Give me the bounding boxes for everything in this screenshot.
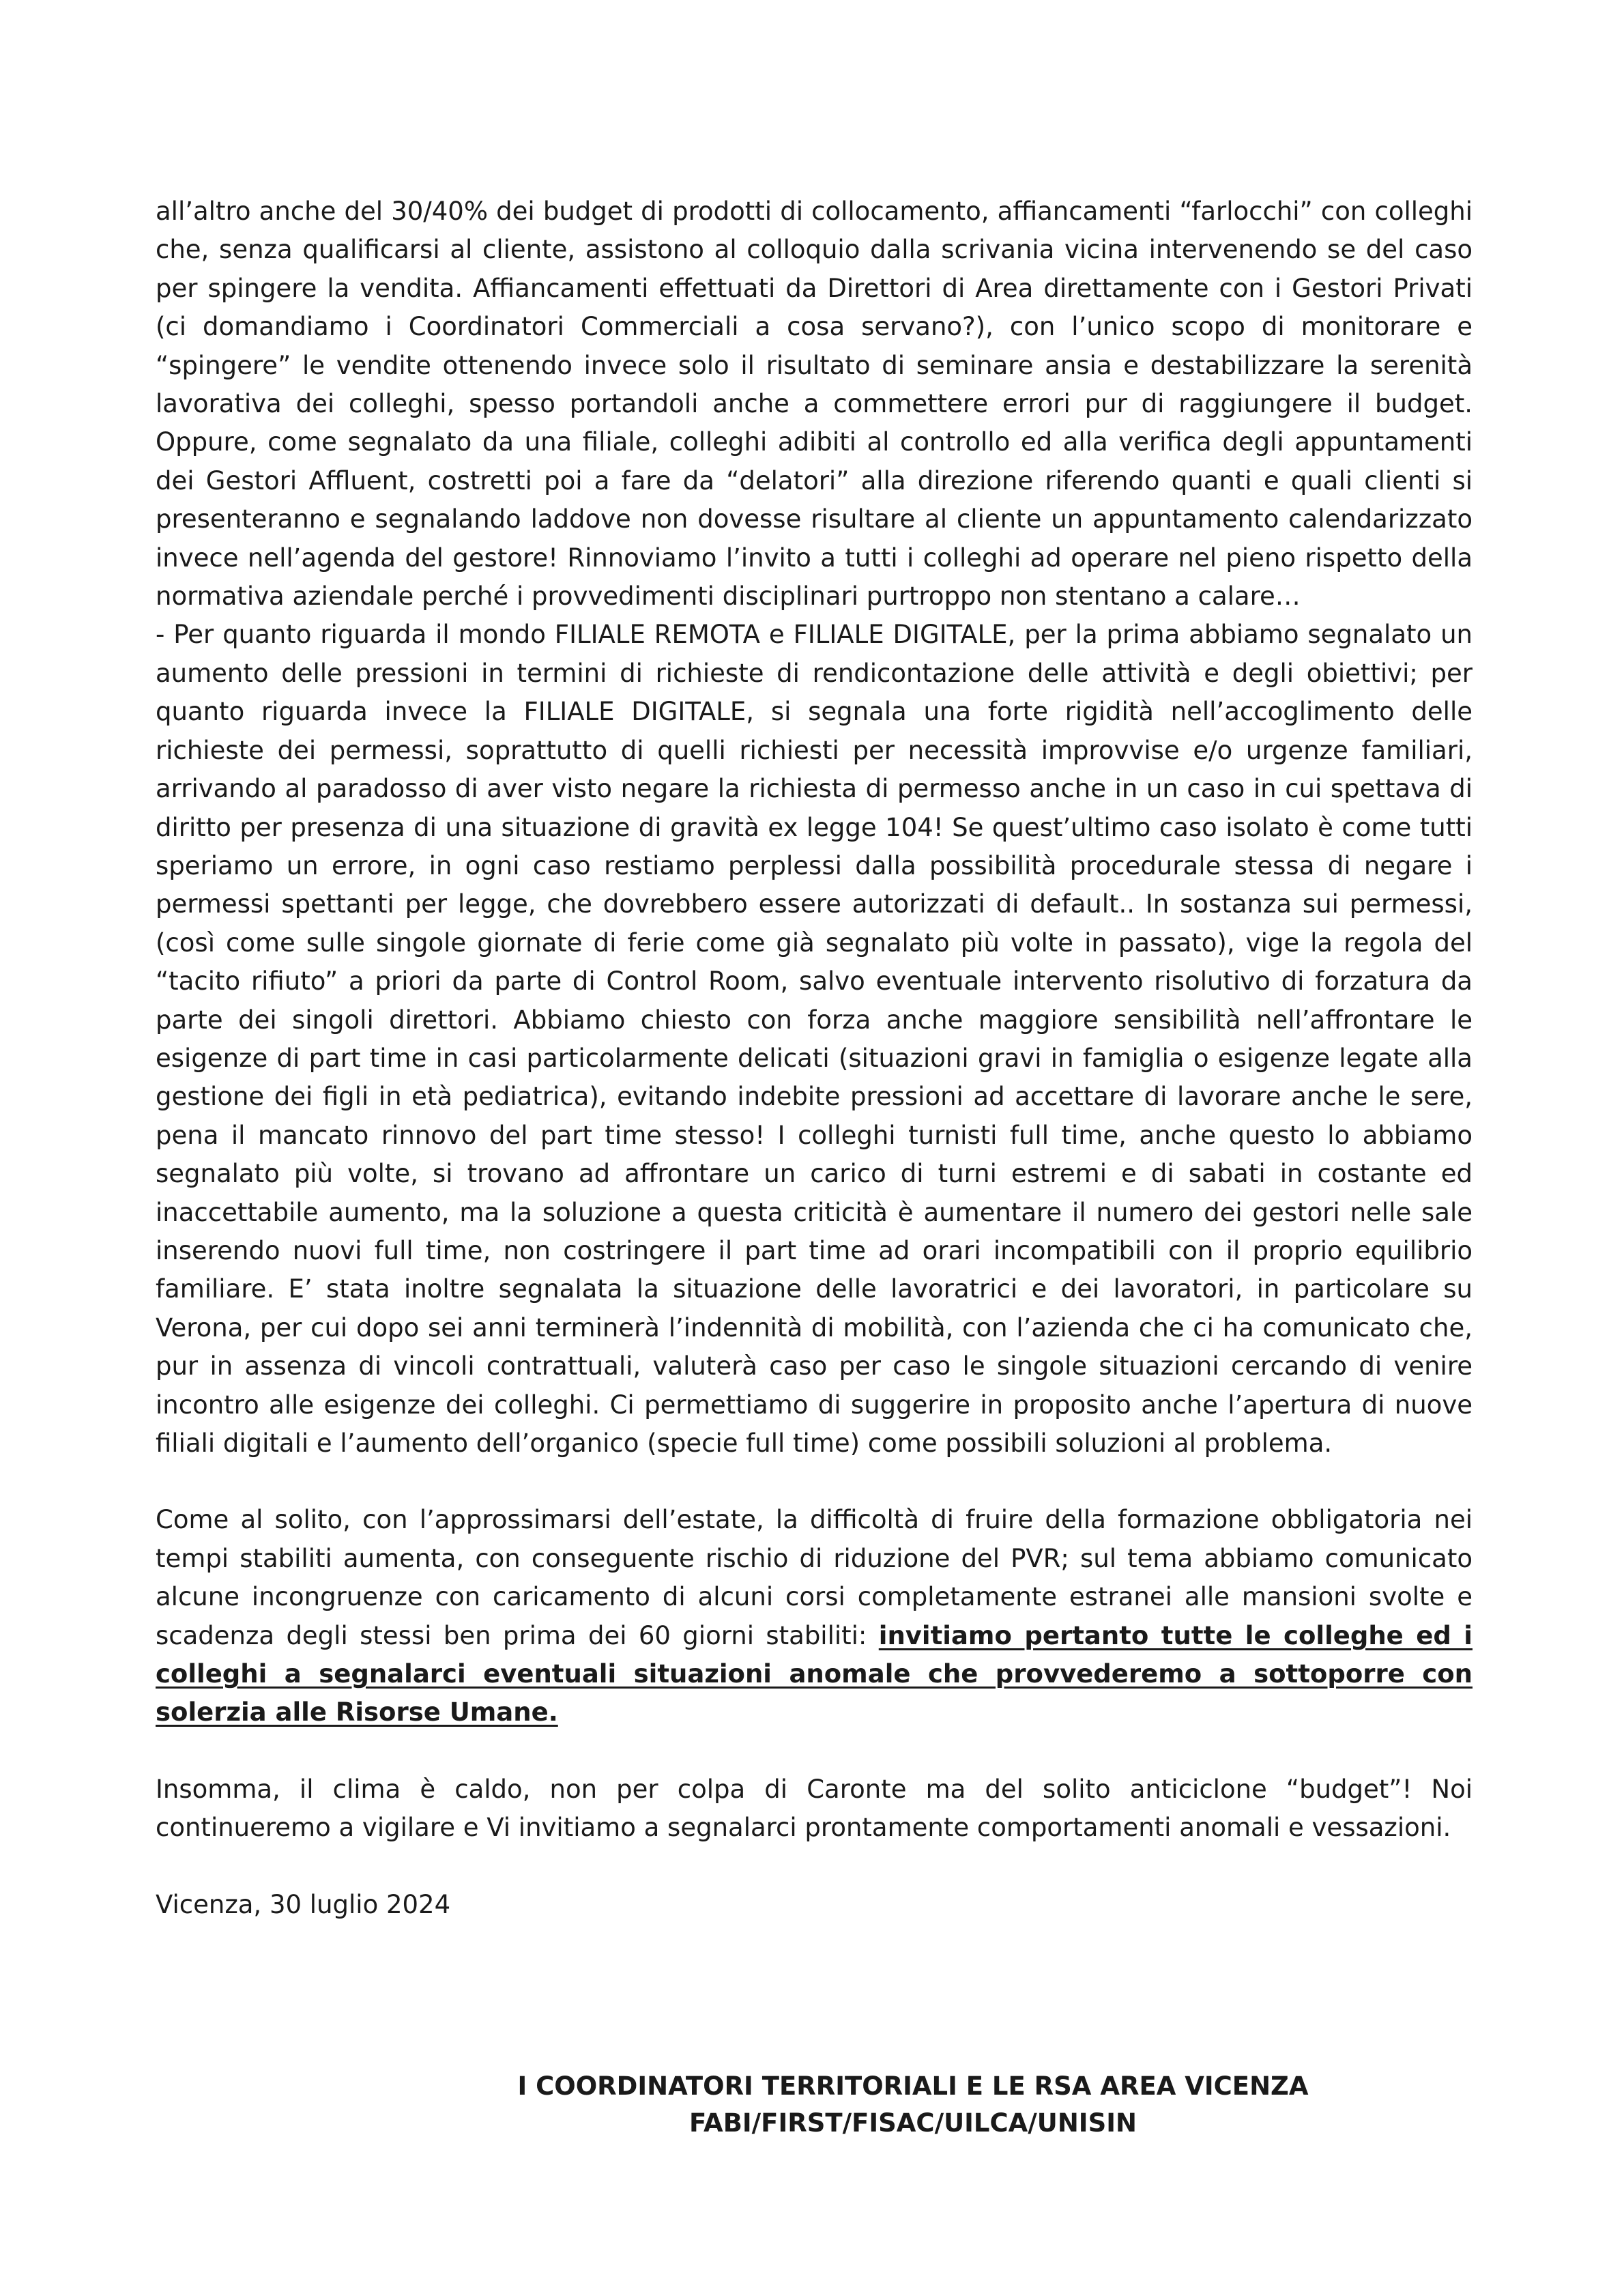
body-paragraph-3-emphasis: invitiamo pertanto tutte le colleghe ed i colleghi a segnalarci eventuali situazioni anomale che provvederemo a sottoporre con solerzia alle Risorse Umane. — [156, 1620, 1473, 1727]
signature-line-2: FABI/FIRST/FISAC/UILCA/UNISIN — [689, 2108, 1137, 2138]
body-paragraph-3 — [156, 1501, 1473, 1732]
document-body — [156, 192, 1473, 1924]
body-paragraph-3-text: Come al solito, con l’approssimarsi dell’estate, la difficoltà di fruire della formazione obbligatoria nei tempi stabiliti aumenta, con conseguente rischio di riduzione del PVR; sul tema abbiamo comunicato alcune incongruenze con caricamento di alcuni corsi completamente estranei alle mansioni svolte e scadenza degli stessi ben prima dei 60 giorni stabiliti: — [156, 1505, 1473, 1650]
signature-block — [156, 2068, 1473, 2142]
body-paragraph-1: all’altro anche del 30/40% dei budget di prodotti di collocamento, affiancamenti “farlocchi” con colleghi che, senza qualificarsi al cliente, assistono al colloquio dalla scrivania vicina intervenendo se del caso per spingere la vendita. Affiancamenti effettuati da Direttori di Area direttamente con i Gestori Privati (ci domandiamo i Coordinatori Commerciali a cosa servano?), con l’unico scopo di monitorare e “spingere” le vendite ottenendo invece solo il risultato di seminare ansia e destabilizzare la serenità lavorativa dei colleghi, spesso portandoli anche a commettere errori pur di raggiungere il budget. Oppure, come segnalato da una filiale, colleghi adibiti al controllo ed alla verifica degli appuntamenti dei Gestori Affluent, costretti poi a fare da “delatori” alla direzione riferendo quanti e quali clienti si presenteranno e segnalando laddove non dovesse risultare al cliente un appuntamento calendarizzato invece nell’agenda del gestore! Rinnoviamo l’invito a tutti i colleghi ad operare nel pieno rispetto della normativa aziendale perché i provvedimenti disciplinari purtroppo non stentano a calare… — [156, 197, 1473, 612]
body-paragraph-4: Insomma, il clima è caldo, non per colpa di Caronte ma del solito anticiclone “budget”! Noi continueremo a vigilare e Vi invitiamo a segnalarci prontamente comportamenti anomali e vessazioni. — [156, 1774, 1473, 1843]
signature-line-1: I COORDINATORI TERRITORIALI E LE RSA AREA VICENZA — [517, 2071, 1309, 2101]
body-paragraph-2: - Per quanto riguarda il mondo FILIALE REMOTA e FILIALE DIGITALE, per la prima abbiamo segnalato un aumento delle pressioni in termini di richieste di rendicontazione delle attività e degli obiettivi; per quanto riguarda invece la FILIALE DIGITALE, si segnala una forte rigidità nell’accoglimento delle richieste dei permessi, soprattutto di quelli richiesti per necessità improvvise e/o urgenze familiari, arrivando al paradosso di aver visto negare la richiesta di permesso anche in un caso in cui spettava di diritto per presenza di una situazione di gravità ex legge 104! Se quest’ultimo caso isolato è come tutti speriamo un errore, in ogni caso restiamo perplessi dalla possibilità procedurale stessa di negare i permessi spettanti per legge, che dovrebbero essere autorizzati di default.. In sostanza sui permessi, (così come sulle singole giornate di ferie come già segnalato più volte in passato), vige la regola del “tacito rifiuto” a priori da parte di Control Room, salvo eventuale intervento risolutivo di forzatura da parte dei singoli direttori. Abbiamo chiesto con forza anche maggiore sensibilità nell’affrontare le esigenze di part time in casi particolarmente delicati (situazioni gravi in famiglia o esigenze legate alla gestione dei figli in età pediatrica), evitando indebite pressioni ad accettare di lavorare anche le sere, pena il mancato rinnovo del part time stesso! I colleghi turnisti full time, anche questo lo abbiamo segnalato più volte, si trovano ad affrontare un carico di turni estremi e di sabati in costante ed inaccettabile aumento, ma la soluzione a questa criticità è aumentare il numero dei gestori nelle sale inserendo nuovi full time, non costringere il part time ad orari incompatibili con il proprio equilibrio familiare. E’ stata inoltre segnalata la situazione delle lavoratrici e dei lavoratori, in particolare su Verona, per cui dopo sei anni terminerà l’indennità di mobilità, con l’azienda che ci ha comunicato che, pur in assenza di vincoli contrattuali, valuterà caso per caso le singole situazioni cercando di venire incontro alle esigenze dei colleghi. Ci permettiamo di suggerire in proposito anche l’apertura di nuove filiali digitali e l’aumento dell’organico (specie full time) come possibili soluzioni al problema. — [156, 620, 1473, 1458]
date-line: Vicenza, 30 luglio 2024 — [156, 1889, 451, 1919]
